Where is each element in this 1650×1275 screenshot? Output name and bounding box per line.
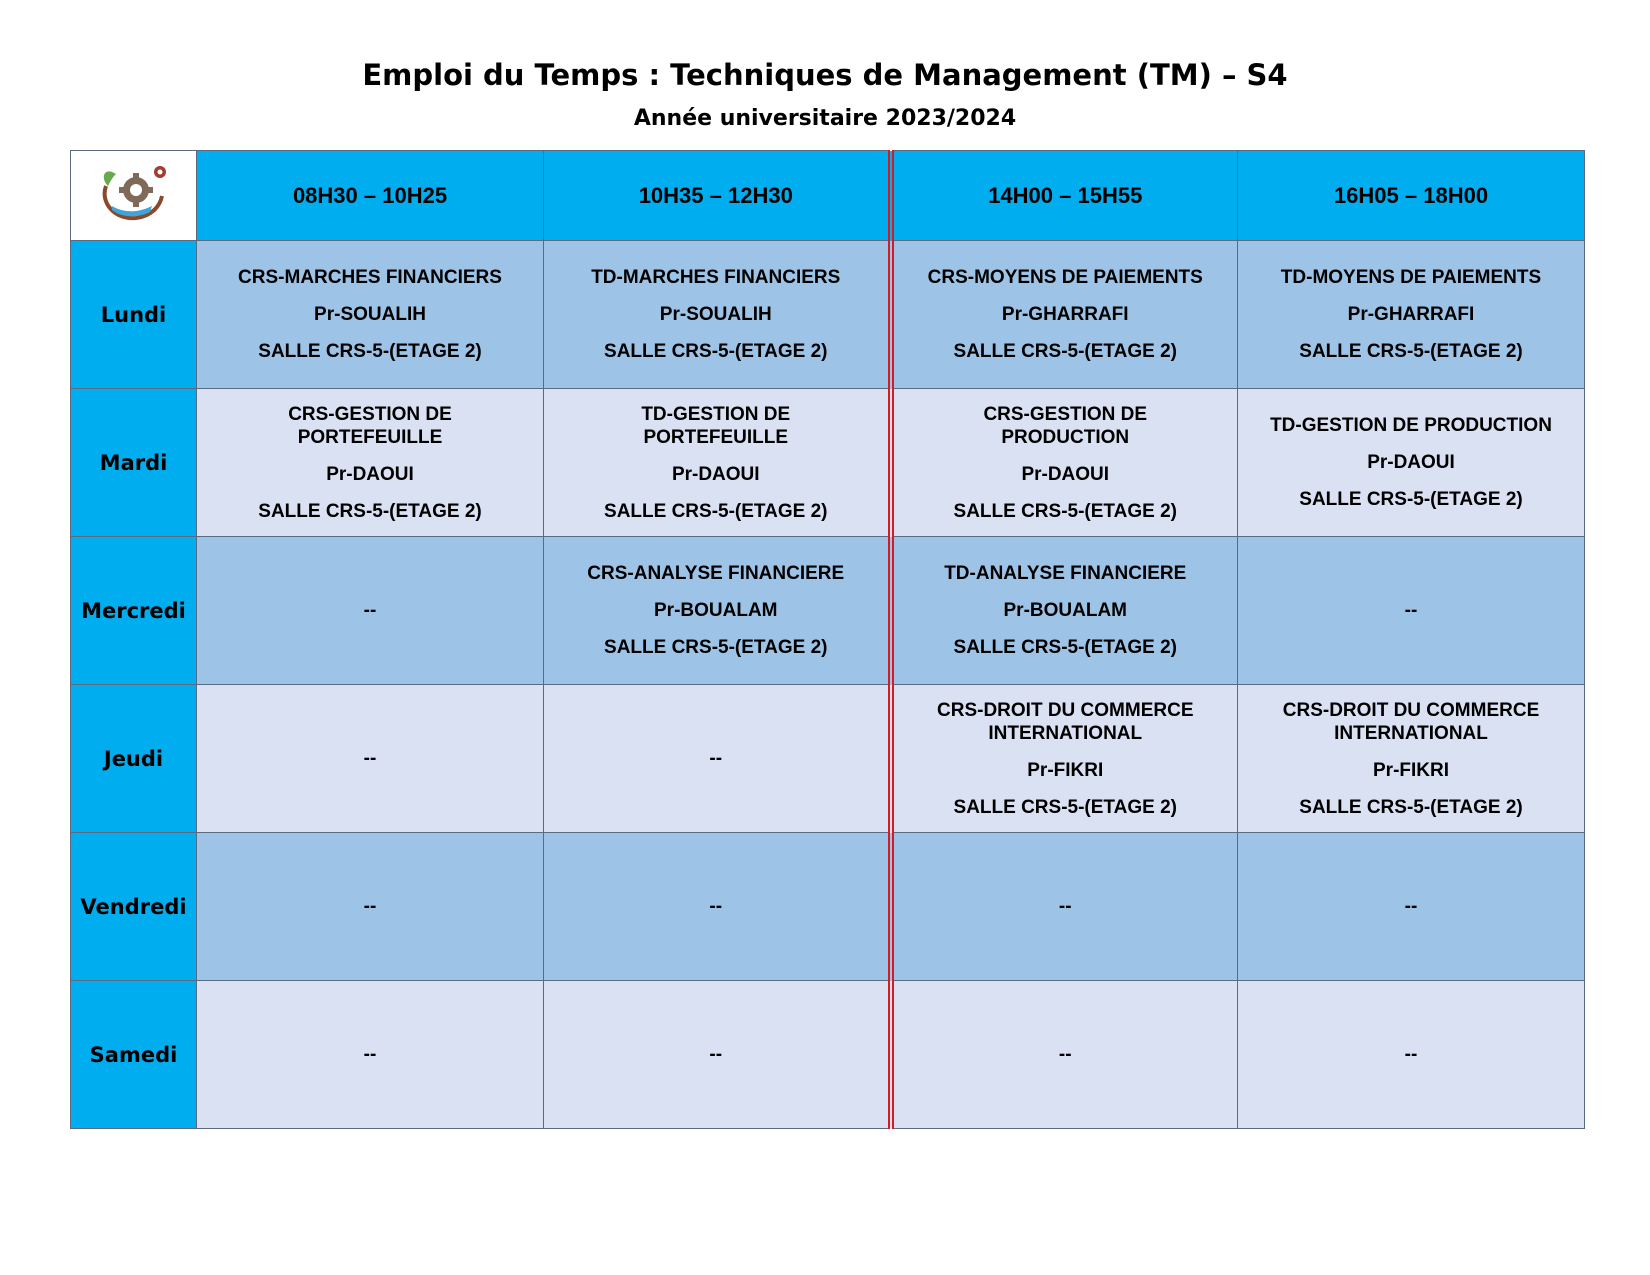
- professor: Pr-SOUALIH: [314, 304, 426, 325]
- day-label: Mercredi: [71, 537, 197, 685]
- room: SALLE CRS-5-(ETAGE 2): [1299, 341, 1523, 362]
- course-cell: [891, 241, 1238, 389]
- empty-slot: --: [891, 833, 1238, 981]
- course-name: TD-GESTION DE PORTEFEUILLE: [641, 403, 791, 448]
- course-cell: [1238, 685, 1585, 833]
- course-cell: [197, 241, 544, 389]
- course-name: CRS-DROIT DU COMMERCE INTERNATIONAL: [1282, 699, 1540, 744]
- course-name: CRS-MARCHES FINANCIERS: [238, 267, 502, 288]
- day-row-samedi: [71, 981, 1585, 1129]
- room: SALLE CRS-5-(ETAGE 2): [953, 796, 1177, 818]
- empty-slot: --: [1238, 981, 1585, 1129]
- day-row-jeudi: [71, 685, 1585, 833]
- day-label: Samedi: [71, 981, 197, 1129]
- time-slot-3: 14H00 – 15H55: [891, 151, 1238, 241]
- logo-cell: [71, 151, 197, 241]
- professor: Pr-FIKRI: [1373, 759, 1449, 781]
- professor: Pr-DAOUI: [1021, 463, 1110, 485]
- time-slot-1: 08H30 – 10H25: [197, 151, 544, 241]
- course-cell: [891, 685, 1238, 833]
- page-subtitle: Année universitaire 2023/2024: [633, 106, 1017, 131]
- empty-slot: --: [197, 833, 544, 981]
- day-row-mercredi: [71, 537, 1585, 685]
- course-cell: [544, 389, 891, 537]
- room: SALLE CRS-5-(ETAGE 2): [953, 637, 1177, 658]
- course-name: TD-MOYENS DE PAIEMENTS: [1280, 267, 1542, 288]
- course-name: TD-GESTION DE PRODUCTION: [1270, 415, 1552, 436]
- course-cell: [891, 389, 1238, 537]
- course-name: CRS-GESTION DE PORTEFEUILLE: [288, 403, 452, 448]
- room: SALLE CRS-5-(ETAGE 2): [258, 500, 482, 522]
- time-header-row: [71, 151, 1585, 241]
- professor: Pr-GHARRAFI: [1001, 304, 1129, 325]
- professor: Pr-DAOUI: [671, 463, 760, 485]
- day-row-lundi: [71, 241, 1585, 389]
- course-cell: [544, 537, 891, 685]
- professor: Pr-DAOUI: [1367, 452, 1455, 473]
- time-slot-4: 16H05 – 18H00: [1238, 151, 1585, 241]
- time-slot-2: 10H35 – 12H30: [544, 151, 891, 241]
- empty-slot: --: [197, 685, 544, 833]
- empty-slot: --: [197, 981, 544, 1129]
- course-cell: [891, 537, 1238, 685]
- professor: Pr-DAOUI: [326, 463, 414, 485]
- room: SALLE CRS-5-(ETAGE 2): [604, 637, 828, 658]
- room: SALLE CRS-5-(ETAGE 2): [953, 341, 1177, 362]
- empty-slot: --: [1238, 537, 1585, 685]
- course-name: CRS-GESTION DE PRODUCTION: [983, 403, 1148, 448]
- day-label: Vendredi: [71, 833, 197, 981]
- room: SALLE CRS-5-(ETAGE 2): [604, 500, 828, 522]
- empty-slot: --: [544, 685, 891, 833]
- room: SALLE CRS-5-(ETAGE 2): [953, 500, 1177, 522]
- empty-slot: --: [891, 981, 1238, 1129]
- day-row-mardi: [71, 389, 1585, 537]
- course-name: CRS-ANALYSE FINANCIERE: [587, 563, 845, 584]
- day-label: Mardi: [71, 389, 197, 537]
- empty-slot: --: [197, 537, 544, 685]
- room: SALLE CRS-5-(ETAGE 2): [1299, 489, 1523, 510]
- professor: Pr-BOUALAM: [654, 600, 778, 621]
- course-name: TD-MARCHES FINANCIERS: [591, 267, 841, 288]
- professor: Pr-FIKRI: [1027, 759, 1104, 781]
- empty-slot: --: [1238, 833, 1585, 981]
- room: SALLE CRS-5-(ETAGE 2): [1299, 796, 1523, 818]
- professor: Pr-BOUALAM: [1003, 600, 1127, 621]
- course-cell: [1238, 389, 1585, 537]
- day-label: Jeudi: [71, 685, 197, 833]
- empty-slot: --: [544, 981, 891, 1129]
- course-name: TD-ANALYSE FINANCIERE: [944, 563, 1187, 584]
- gear-leaf-water-logo-icon: [94, 156, 174, 230]
- course-name: CRS-MOYENS DE PAIEMENTS: [927, 267, 1203, 288]
- day-label: Lundi: [71, 241, 197, 389]
- professor: Pr-SOUALIH: [659, 304, 772, 325]
- course-cell: [197, 389, 544, 537]
- course-cell: [1238, 241, 1585, 389]
- course-cell: [544, 241, 891, 389]
- page-title: Emploi du Temps : Techniques de Management (TM) – S4: [362, 58, 1288, 92]
- professor: Pr-GHARRAFI: [1347, 304, 1475, 325]
- empty-slot: --: [544, 833, 891, 981]
- room: SALLE CRS-5-(ETAGE 2): [258, 341, 482, 362]
- course-name: CRS-DROIT DU COMMERCE INTERNATIONAL: [937, 699, 1194, 744]
- timetable: [70, 150, 1585, 1129]
- day-row-vendredi: [71, 833, 1585, 981]
- room: SALLE CRS-5-(ETAGE 2): [604, 341, 828, 362]
